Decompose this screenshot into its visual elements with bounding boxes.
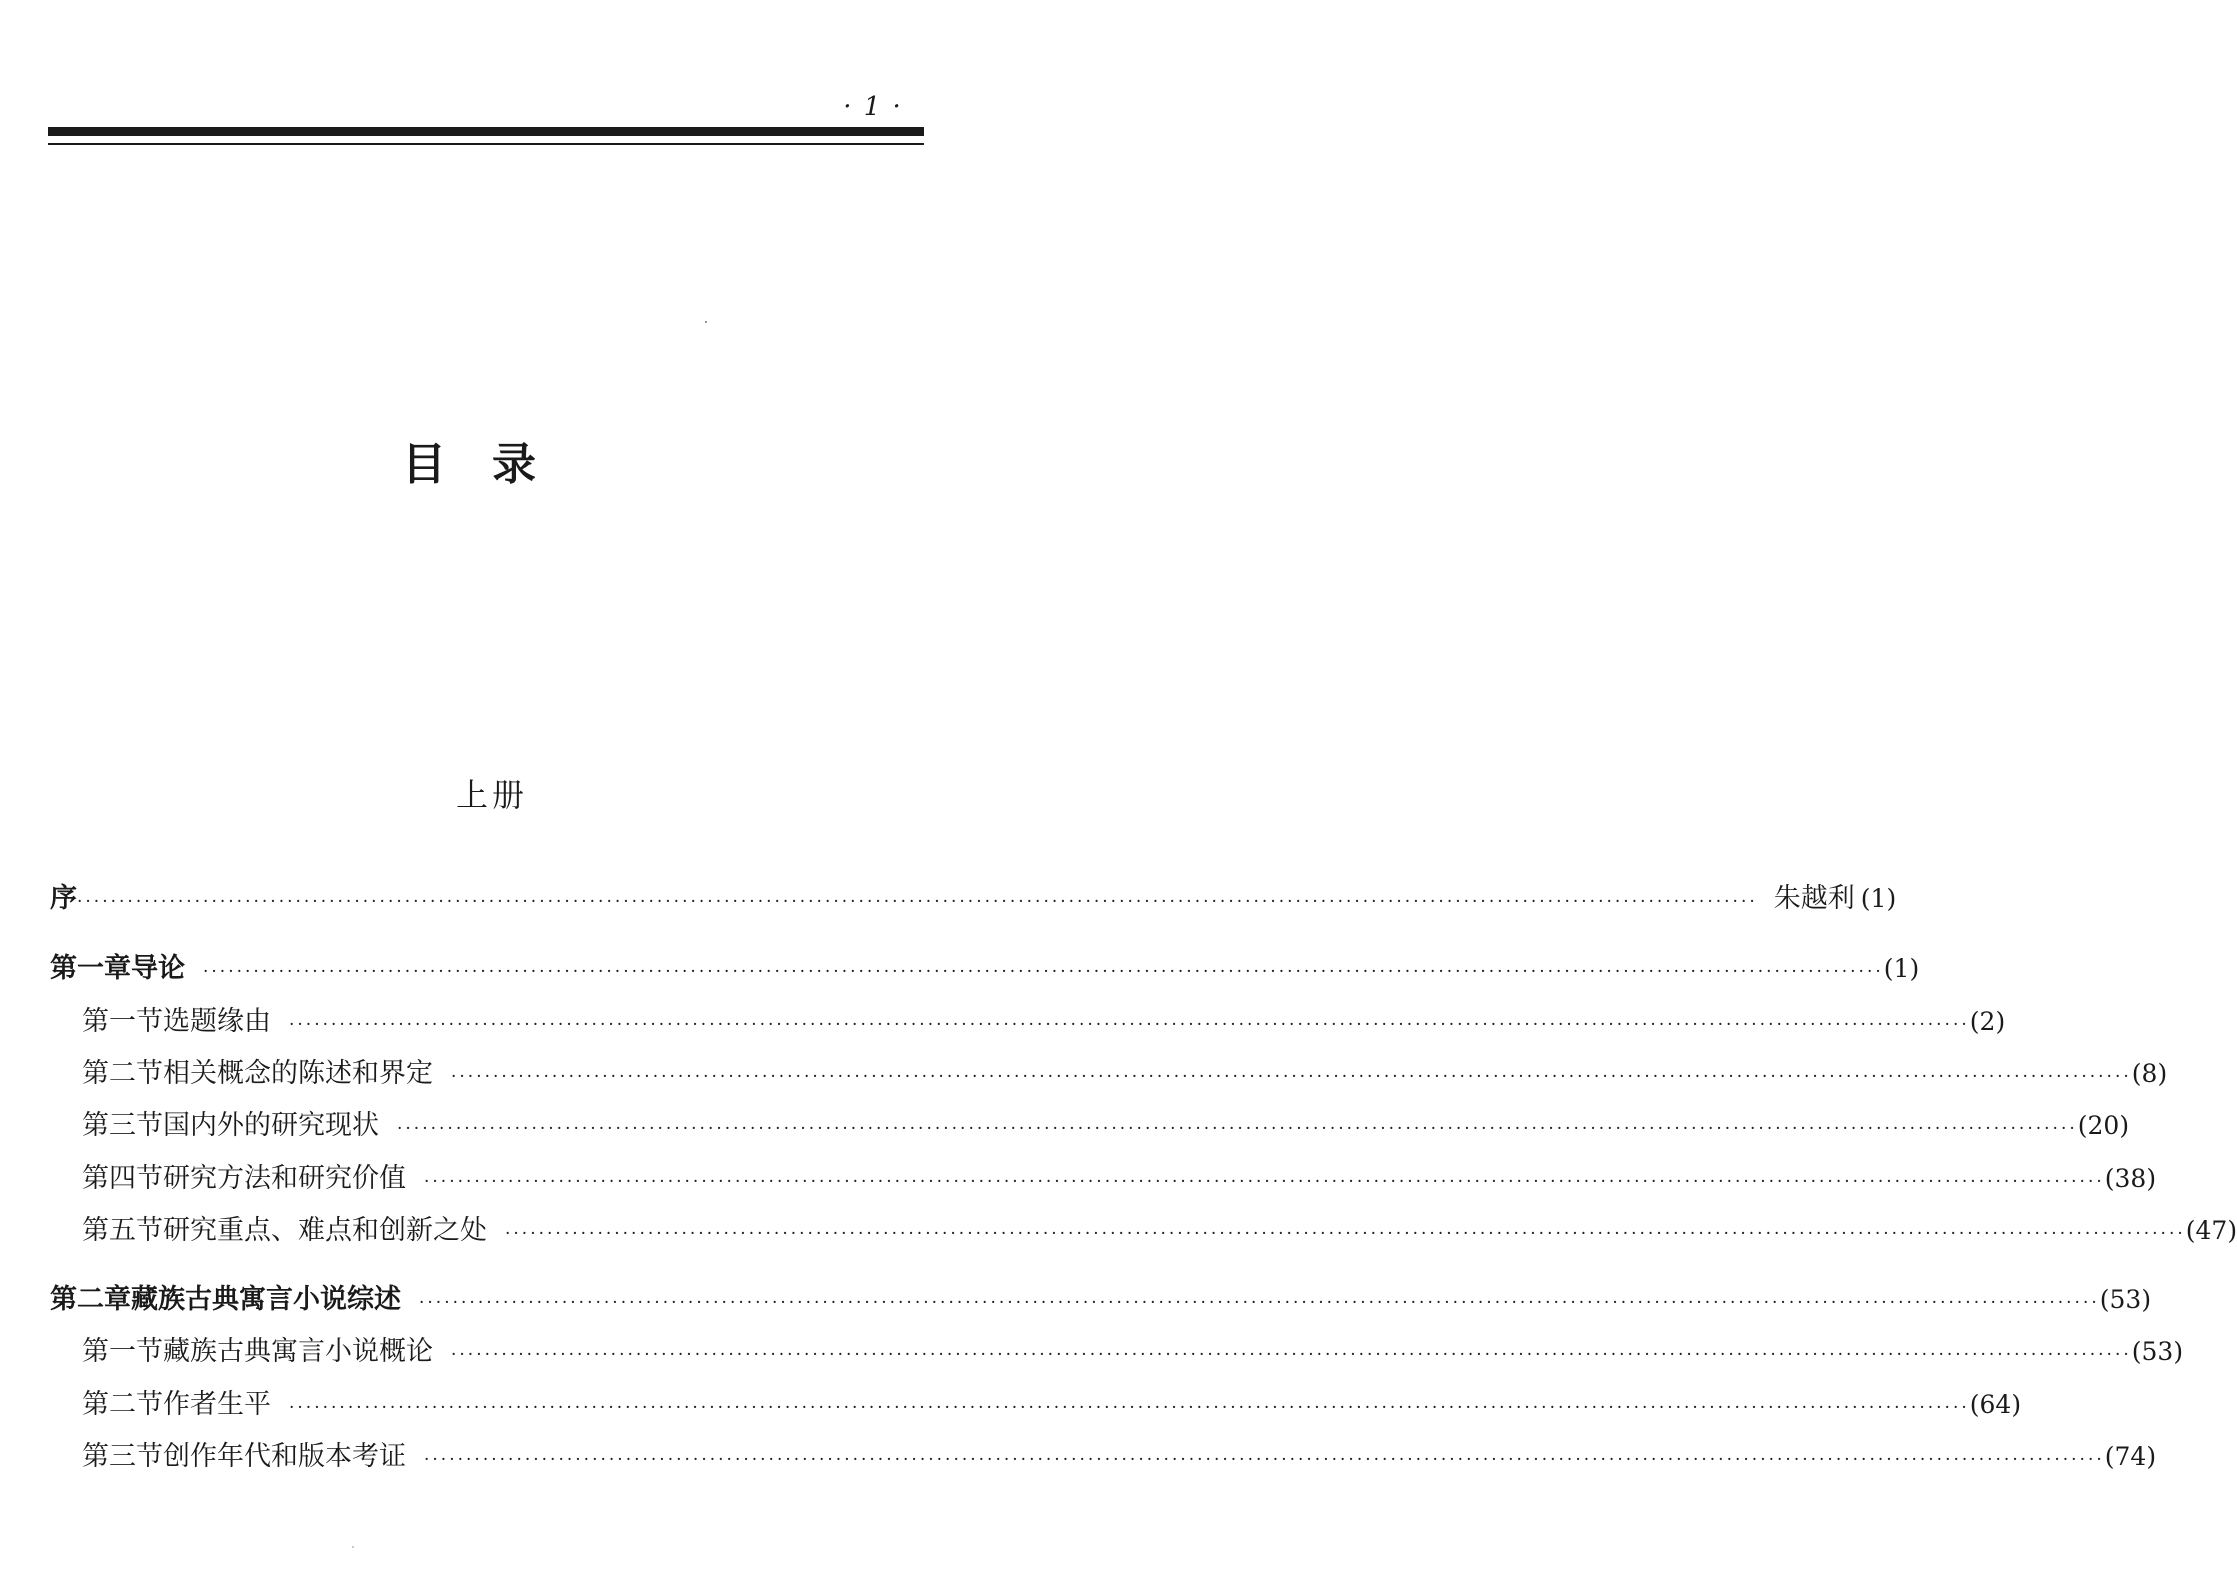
- toc-entry: [50, 880, 1897, 918]
- page-paren-open: (: [2104, 1164, 2115, 1193]
- toc-entry-label: 第一章: [50, 953, 131, 984]
- toc-entry-label: 第二节: [82, 1058, 163, 1089]
- toc-entry-page: [2100, 1281, 2151, 1319]
- toc-entry-page: [1884, 950, 1919, 988]
- toc-entry-label: 第三节: [82, 1441, 163, 1472]
- dot-leader: ········································································································································································································: [289, 1398, 1970, 1418]
- toc-entry-page: [1861, 880, 1896, 918]
- toc-entry-page: [1970, 1003, 2005, 1041]
- toc-entry-author: 朱越利: [1773, 883, 1855, 914]
- toc-entry-page: [2078, 1107, 2129, 1145]
- page-paren-close: ): [2011, 1390, 2022, 1419]
- page-paren-close: ): [2173, 1337, 2184, 1366]
- page-paren-open: (: [2077, 1111, 2088, 1140]
- toc-page-number: 53: [2141, 1337, 2174, 1366]
- header-rule-thin: [48, 143, 924, 145]
- toc-entry-title: 藏族古典寓言小说概论: [163, 1336, 433, 1367]
- page-paren-open: (: [2099, 1285, 2110, 1314]
- page-paren-close: ): [2146, 1164, 2157, 1193]
- toc-entry: [82, 1055, 2168, 1093]
- toc-entry-label: 第五节: [82, 1215, 163, 1246]
- toc-page-number: 64: [1979, 1390, 2012, 1419]
- page-paren-open: (: [2131, 1337, 2142, 1366]
- page-paren-open: (: [1883, 954, 1894, 983]
- toc-page-number: 74: [2114, 1442, 2147, 1471]
- page-paren-close: ): [2141, 1285, 2152, 1314]
- dot-leader: ········································································································································································································: [289, 1015, 1970, 1035]
- page-paren-open: (: [1860, 884, 1871, 913]
- dot-leader: ········································································································································································································: [451, 1345, 2132, 1365]
- dot-leader: ········································································································································································································: [424, 1450, 2105, 1470]
- toc-page-number: 1: [1893, 954, 1910, 983]
- toc-entry: [82, 1386, 2022, 1424]
- page-paren-open: (: [2104, 1442, 2115, 1471]
- toc-entry-page: [1970, 1386, 2021, 1424]
- toc-entry-title: 创作年代和版本考证: [163, 1441, 406, 1472]
- toc-entry-label: 第四节: [82, 1163, 163, 1194]
- page-paren-close: ): [2227, 1216, 2237, 1245]
- toc-entry-title: 藏族古典寓言小说综述: [131, 1284, 401, 1315]
- toc-entry-title: 研究方法和研究价值: [163, 1163, 406, 1194]
- page-paren-open: (: [1969, 1007, 1980, 1036]
- toc-entry-title: 相关概念的陈述和界定: [163, 1058, 433, 1089]
- toc-entry-label: 第二章: [50, 1284, 131, 1315]
- scan-speck: [352, 1546, 354, 1548]
- page-paren-close: ): [1995, 1007, 2006, 1036]
- page-paren-close: ): [1909, 954, 1920, 983]
- toc-entry: [82, 1212, 2237, 1250]
- page-paren-close: ): [2119, 1111, 2130, 1140]
- toc-entry-label: 第一节: [82, 1336, 163, 1367]
- toc-entry: [82, 1438, 2157, 1476]
- page-paren-close: ): [2157, 1059, 2168, 1088]
- toc-page-number: 2: [1979, 1007, 1996, 1036]
- toc-entry: [82, 1003, 2006, 1041]
- page-number: · 1 ·: [843, 92, 903, 122]
- page-paren-open: (: [2185, 1216, 2196, 1245]
- toc-entry-title: 选题缘由: [163, 1006, 271, 1037]
- dot-leader: ········································································································································································································: [419, 1293, 2100, 1313]
- dot-leader: ········································································································································································································: [77, 892, 1758, 912]
- dot-leader: ········································································································································································································: [505, 1224, 2186, 1244]
- toc-entry-title: 研究重点、难点和创新之处: [163, 1215, 487, 1246]
- toc-entry-label: 第一节: [82, 1006, 163, 1037]
- scan-speck: [705, 321, 707, 323]
- page-paren-open: (: [1969, 1390, 1980, 1419]
- toc-page-number: 1: [1870, 884, 1887, 913]
- toc-entry-page: [2105, 1438, 2156, 1476]
- volume-title: 上册: [455, 776, 528, 814]
- toc-entry-label: 序: [50, 883, 77, 914]
- dot-leader: ········································································································································································································: [397, 1119, 2078, 1139]
- toc-entry-page: [2105, 1160, 2156, 1198]
- toc-page-number: 53: [2109, 1285, 2142, 1314]
- dot-leader: ········································································································································································································: [451, 1067, 2132, 1087]
- toc-entry-page: [2132, 1055, 2167, 1093]
- toc-entry-title: 作者生平: [163, 1389, 271, 1420]
- toc-entry: [50, 950, 1920, 988]
- dot-leader: ········································································································································································································: [203, 962, 1884, 982]
- toc-entry: [82, 1107, 2130, 1145]
- page-paren-open: (: [2131, 1059, 2142, 1088]
- page-paren-close: ): [2146, 1442, 2157, 1471]
- toc-page-number: 47: [2195, 1216, 2228, 1245]
- toc-entry-label: 第三节: [82, 1110, 163, 1141]
- header-rule-thick: [48, 127, 924, 136]
- toc-entry-label: 第二节: [82, 1389, 163, 1420]
- toc-page-number: 8: [2141, 1059, 2158, 1088]
- toc-entry-page: [2186, 1212, 2237, 1250]
- toc-entry-title: 国内外的研究现状: [163, 1110, 379, 1141]
- toc-page-number: 20: [2087, 1111, 2120, 1140]
- toc-entry: [50, 1281, 2152, 1319]
- toc-entry-page: [2132, 1333, 2183, 1371]
- page-paren-close: ): [1886, 884, 1897, 913]
- toc-page-number: 38: [2114, 1164, 2147, 1193]
- toc-entry-title: 导论: [131, 953, 185, 984]
- toc-title: 目录: [402, 439, 582, 490]
- toc-entry: [82, 1160, 2157, 1198]
- toc-entry: [82, 1333, 2184, 1371]
- dot-leader: ········································································································································································································: [424, 1172, 2105, 1192]
